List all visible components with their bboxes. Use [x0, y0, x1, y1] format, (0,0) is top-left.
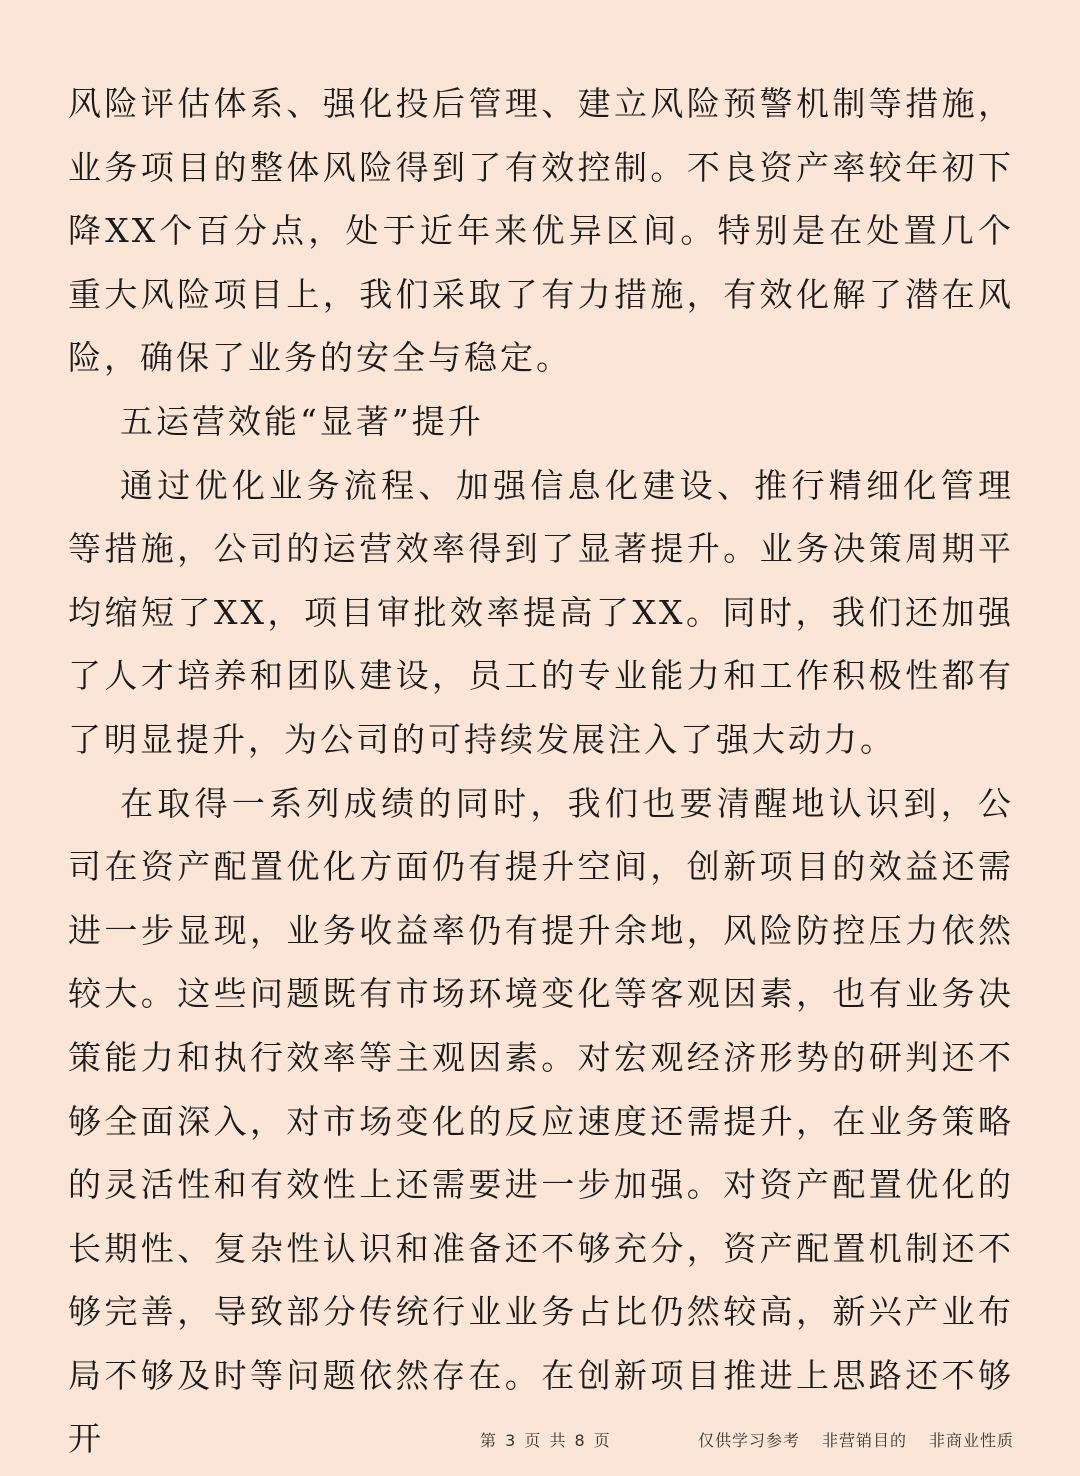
disclaimer-non-commercial: 非商业性质 — [928, 1431, 1014, 1450]
paragraph-operations: 通过优化业务流程、加强信息化建设、推行精细化管理等措施，公司的运营效率得到了显著提升。业务决策周期平均缩短了XX，项目审批效率提高了XX。同时，我们还加强了人才培养和团队建设，员工的专业能力和工作积极性都有了明显提升，为公司的可持续发展注入了强大动力。 — [68, 465, 1014, 759]
paragraph-challenges: 在取得一系列成绩的同时，我们也要清醒地认识到，公司在资产配置优化方面仍有提升空间，创新项目的效益还需进一步显现，业务收益率仍有提升余地，风险防控压力依然较大。这些问题既有市场环境变化等客观因素，也有业务决策能力和执行效率等主观因素。对宏观经济形势的研判还不够全面深入，对市场变化的反应速度还需提升，在业务策略的灵活性和有效性上还需要进一步加强。对资产配置优化的长期性、复杂性认识和准备还不够充分，资产配置机制还不够完善，导致部分传统行业业务占比仍然较高，新兴产业布局不够及时等问题依然存在。在创新项目推进上思路还不够开 — [68, 783, 1014, 1459]
page-footer — [0, 1428, 1080, 1456]
paragraph-risk-control: 风险评估体系、强化投后管理、建立风险预警机制等措施，业务项目的整体风险得到了有效控制。不良资产率较年初下降XX个百分点，处于近年来优异区间。特别是在处置几个重大风险项目上，我们采取了有力措施，有效化解了潜在风险，确保了业务的安全与稳定。 — [68, 84, 1014, 378]
document-body — [68, 72, 1014, 1471]
section-heading-operations: 五运营效能“显著”提升 — [120, 401, 484, 441]
disclaimer-non-marketing: 非营销目的 — [821, 1431, 907, 1450]
disclaimer-study-only: 仅供学习参考 — [697, 1431, 800, 1450]
footer-disclaimer — [698, 1428, 1014, 1451]
page-number: 第 3 页 共 8 页 — [480, 1431, 612, 1450]
